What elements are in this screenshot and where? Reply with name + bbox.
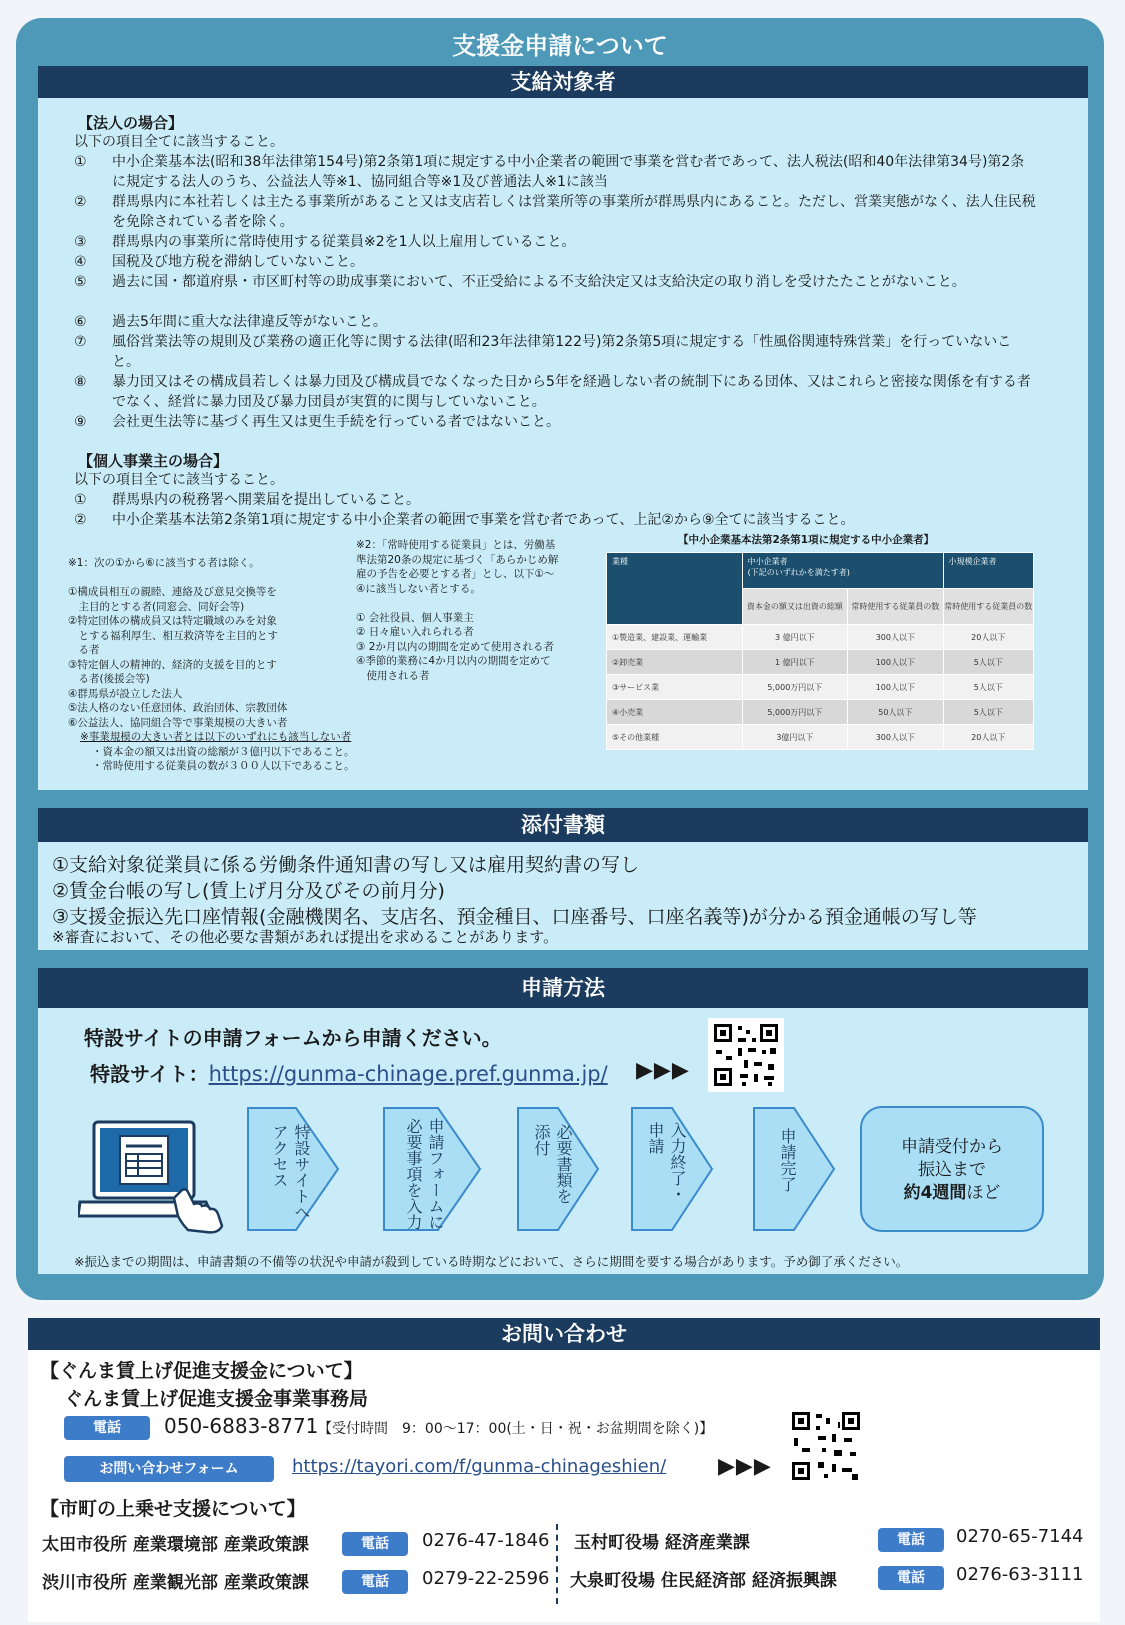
table-row: ⑤その他業種 3億円以下 300人以下 20人以下 [607,725,1034,750]
payment-period-box: 申請受付から 振込まで 約4週間ほど [860,1106,1044,1232]
table-row: ③サービス業 5,000万円以下 100人以下 5人以下 [607,675,1034,700]
triple-arrow-icon: ▶▶▶ [718,1454,772,1479]
document-item: ①支給対象従業員に係る労働条件通知書の写し又は雇用契約書の写し [52,854,640,876]
triple-arrow-icon: ▶▶▶ [636,1058,690,1083]
documents-title: 添付書類 [38,808,1088,842]
city-name: 大泉町役場 住民経済部 経済振興課 [570,1571,837,1591]
step-submit: 入力終了・ 申請 [630,1106,714,1232]
office-name: ぐんま賃上げ促進支援金事業事務局 [64,1388,369,1410]
contact-form-badge: お問い合わせフォーム [64,1456,274,1482]
city-name: 玉村町役場 経済産業課 [574,1533,750,1553]
individual-heading: 【個人事業主の場合】 [78,452,229,470]
main-title: 支援金申請について [452,32,668,60]
step-access-site: 特設サイトへ アクセス [246,1106,340,1232]
phone-badge: 電話 [342,1532,408,1556]
document-item: ③支援金振込先口座情報(金融機関名、支店名、預金種目、口座番号、口座名義等)が分かる預金通帳の写し等 [52,906,977,928]
note-2: ※2：「常時使用する従業員」とは、労働基 準法第20条の規定に基づく「あらかじめ解 雇の予告を必要とする者」とし、以下①〜 ④に該当しない者とする。 ① 会社役員、個人事業主 ② 日々雇い入れられる者 ③ 2か月以内の期間を定めて使用される者 ④季節的業務に4か月以内の期間を定めて 使用される者 [356,539,559,682]
document-item: ②賃金台帳の写し(賃上げ月分及びその前月分) [52,880,445,902]
sub-employees: 常時使用する従業員の数 [848,589,943,625]
city-phone[interactable]: 0270-65-7144 [956,1526,1084,1547]
step-input-form: 申請フォームに 必要事項を入力 [382,1106,482,1232]
contact-qr-code[interactable] [788,1408,864,1484]
note-1: ※1：次の①から⑥に該当する者は除く。 ①構成員相互の親睦、連絡及び意見交換等を 主目的とする者(同窓会、同好会等) ②特定団体の構成員又は特定職域のみを対象 とする福利厚生、相互救済等を主目的とす る者 ③特定個人の精神的、経済的支援を目的とす る者(後援会等) ④群馬県が設立した法人 ⑤法人格のない任意団体、政治団体、宗教団体 ⑥公益法人、協同組合等で事業規模の大きい者 ※事業規模の大きい者とは以下のいずれにも該当しない者 ・資本金の額又は出資の総額が３億円以下であること。 ・常時使用する従業員の数が３００人以下であること。 [68,557,355,772]
sme-table [606,552,1034,750]
city-phone[interactable]: 0276-63-3111 [956,1564,1084,1585]
table-row: ①製造業、建設業、運輸業 3 億円以下 300人以下 20人以下 [607,625,1034,650]
support-target-title: 支給対象者 [38,66,1088,98]
sme-table-title: 【中小企業基本法第2条第1項に規定する中小企業者】 [678,534,935,546]
office-phone[interactable]: 050-6883-8771 [164,1414,319,1438]
header-sme: 中小企業者 (下記のいずれかを満たす者) [742,553,943,589]
table-row: ②卸売業 1 億円以下 100人以下 5人以下 [607,650,1034,675]
support-target-panel: 【法人の場合】 以下の項目全てに該当すること。 ① 中小企業基本法(昭和38年法律第154号)第2条第1項に規定する中小企業者の範囲で事業を営む者であって、法人税法(昭和40年法律第34号)第2条に規定する法人のうち、公益法人等※1、協同組合等※1及び普通法人※1に該当 ② 群馬県内に本社若しくは主たる事業所があること又は支店若しくは営業所等の事業所が群馬県内にあること。ただし、営業実態がなく、法人住民税を免除されている者を除く。 ③ 群馬県内の事業所に常時使用する従業員※2を1人以上雇用していること。 ④ 国税及び地方税を滞納していないこと。 ⑤ 過去に国・都道府県・市区町村等の助成事業において、不正受給による不支給決定又は支給決定の取り消しを受けたたことがないこと。 ⑥ 過去5年間に重大な法律違反等がないこと。 ⑦ 風俗営業法等の規則及び業務の適正化等に関する法律(昭和23年法律第122号)第2条第5項に規定する「性風俗関連特殊営業」を行っていないこと。 ⑧ 暴力団又はその構成員若しくは暴力団及び構成員でなくなった日から5年を経過しない者の統制下にある団体、又はこれらと密接な関係を有する者でなく、経営に暴力団及び暴力団員が実質的に関与していないこと。 ⑨ 会社更生法等に基づく再生又は更生手続を行っている者ではないこと。 【個人事業主の場合】 以下の項目全てに該当すること。 ① 群馬県内の税務署へ開業届を提出していること。 ② 中小企業基本法第2条第1項に規定する中小企業者の範囲で事業を営む者であって、上記②から⑨全てに該当すること。 ※1：次の①から⑥に該当する者は除く。 ①構成員相互の親睦、連絡及び意見交換等を 主目的とする者(同窓会、同好会等) ②特定団体の構成員又は特定職域のみを対象 とする福利厚生、相互救済等を主目的とす る者 ③特定個人の精神的、経済的支援を目的とす る者(後援会等) ④群馬県が設立した法人 ⑤法人格のない任意団体、政治団体、宗教団体 ⑥公益法人、協同組合等で事業規模の大きい者 ※事業規模の大きい者とは以下のいずれにも該当しない者 ・資本金の額又は出資の総額が３億円以下であること。 ・常時使用する従業員の数が３００人以下であること。 ※2：「常時使用する従業員」とは、労働基 準法第20条の規定に基づく「あらかじめ解 雇の予告を必要とする者」とし、以下①〜 ④に該当しない者とする。 ① 会社役員、個人事業主 ② 日々雇い入れられる者 ③ 2か月以内の期間を定めて使用される者 ④季節的業務に4か月以内の期間を定めて 使用される者 【中小企業基本法第2条第1項に規定する中小企業者】 業種 中小企業者 (下記のいずれかを満たす者) 小規模企業者 資本金の額又は出資の総額 常時使用する従業員の数 常時使用する従業員の数 ①製造業、建設業、運輸業 3 億円以下 300人以下 20人以下 ②卸売業 1 億円以下 100人以下 5人以下 ③サービス業 5,000万円以下 100人以下 5人以下 ④小売業 5,000万円以下 50人以下 5人以下 ⑤その他業種 3億円以下 300人以下 20人以下 [38,98,1088,790]
method-footnote: ※振込までの期間は、申請書類の不備等の状況や申請が殺到している時期などにおいて、さらに期間を要する場合があります。予め御了承ください。 [74,1254,909,1269]
city-name: 渋川市役所 産業観光部 産業政策課 [42,1573,309,1593]
city-name: 太田市役所 産業環境部 産業政策課 [42,1535,309,1555]
sub-small-employees: 常時使用する従業員の数 [943,589,1033,625]
contact-heading-city: 【市町の上乗せ支援について】 [40,1498,306,1520]
site-link[interactable]: https://gunma-chinage.pref.gunma.jp/ [208,1062,608,1086]
office-hours: 【受付時間 9：00〜17：00(土・日・祝・お盆期間を除く)】 [318,1421,714,1437]
city-phone[interactable]: 0279-22-2596 [422,1568,550,1589]
header-small: 小規模企業者 [943,553,1033,589]
individual-intro: 以下の項目全てに該当すること。 [74,472,284,488]
contact-title: お問い合わせ [28,1318,1100,1350]
method-instruction: 特設サイトの申請フォームから申請ください。 [84,1026,502,1050]
corp-heading: 【法人の場合】 [78,114,184,132]
header-industry: 業種 [607,553,743,625]
method-title: 申請方法 [38,968,1088,1008]
table-row: ④小売業 5,000万円以下 50人以下 5人以下 [607,700,1034,725]
qr-code[interactable] [708,1018,784,1092]
contact-heading-grant: 【ぐんま賃上げ促進支援金について】 [40,1360,363,1382]
phone-badge: 電話 [878,1566,944,1590]
phone-badge: 電話 [64,1416,150,1440]
step-complete: 申請完了 [752,1106,836,1232]
sub-capital: 資本金の額又は出資の総額 [742,589,847,625]
site-label: 特設サイト： [90,1062,209,1086]
divider [556,1524,558,1604]
documents-note: ※審査において、その他必要な書類があれば提出を求めることがあります。 [52,928,559,946]
laptop-hand-icon [78,1120,228,1235]
site-line [90,1058,608,1087]
phone-badge: 電話 [342,1570,408,1594]
step-attach-documents: 必要書類を 添付 [516,1106,600,1232]
phone-badge: 電話 [878,1528,944,1552]
contact-form-link[interactable]: https://tayori.com/f/gunma-chinageshien/ [292,1456,667,1477]
city-phone[interactable]: 0276-47-1846 [422,1530,550,1551]
corp-intro: 以下の項目全てに該当すること。 [74,134,284,150]
